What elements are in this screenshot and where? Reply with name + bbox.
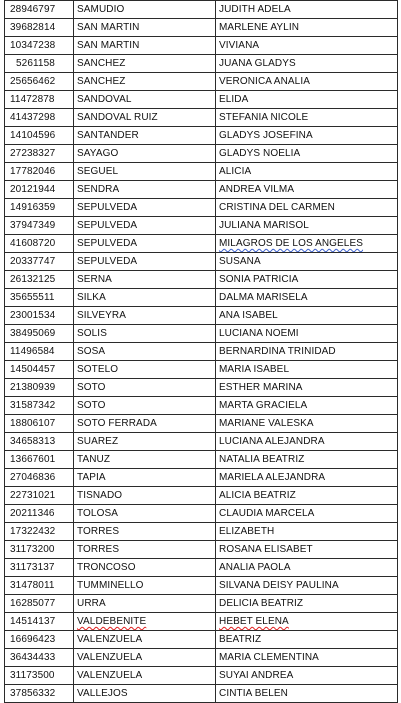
given-name-cell[interactable]: VERONICA ANALIA [216, 73, 398, 91]
dni-cell[interactable]: 11496584 [5, 343, 74, 361]
table-row [5, 343, 398, 361]
surname-cell[interactable]: SEPULVEDA [74, 235, 216, 253]
given-name-cell[interactable]: ANALIA PAOLA [216, 559, 398, 577]
dni-cell[interactable]: 14104596 [5, 127, 74, 145]
table-row [5, 1, 398, 19]
table-body [5, 1, 398, 703]
given-name-cell[interactable]: ALICIA [216, 163, 398, 181]
table-row [5, 541, 398, 559]
dni-cell[interactable]: 14504457 [5, 361, 74, 379]
table-row [5, 109, 398, 127]
dni-cell[interactable]: 31478011 [5, 577, 74, 595]
given-name-cell[interactable]: BEATRIZ [216, 631, 398, 649]
surname-cell[interactable]: URRA [74, 595, 216, 613]
dni-cell[interactable]: 22731021 [5, 487, 74, 505]
table-row [5, 433, 398, 451]
dni-cell[interactable]: 35655511 [5, 289, 74, 307]
table-row [5, 325, 398, 343]
dni-cell[interactable]: 28946797 [5, 1, 74, 19]
table-row [5, 271, 398, 289]
table-row [5, 307, 398, 325]
dni-cell[interactable]: 27238327 [5, 145, 74, 163]
given-name-cell[interactable]: ROSANA ELISABET [216, 541, 398, 559]
surname-cell[interactable]: SOTELO [74, 361, 216, 379]
surname-cell[interactable]: VALENZUELA [74, 667, 216, 685]
given-name-cell[interactable]: SUSANA [216, 253, 398, 271]
given-name-cell[interactable]: ALICIA BEATRIZ [216, 487, 398, 505]
names-table [4, 0, 398, 703]
table-row [5, 577, 398, 595]
dni-cell[interactable]: 37947349 [5, 217, 74, 235]
surname-cell[interactable]: SEPULVEDA [74, 253, 216, 271]
table-row [5, 253, 398, 271]
table-row [5, 667, 398, 685]
table-row [5, 217, 398, 235]
table-row [5, 685, 398, 703]
table-row [5, 91, 398, 109]
given-name-cell[interactable]: CLAUDIA MARCELA [216, 505, 398, 523]
table-row [5, 181, 398, 199]
spreadsheet-sheet [4, 0, 397, 703]
table-row [5, 361, 398, 379]
dni-cell[interactable]: 31173500 [5, 667, 74, 685]
dni-cell[interactable]: 16285077 [5, 595, 74, 613]
dni-cell[interactable]: 20211346 [5, 505, 74, 523]
given-name-cell[interactable]: JULIANA MARISOL [216, 217, 398, 235]
table-row [5, 199, 398, 217]
dni-cell[interactable]: 31173200 [5, 541, 74, 559]
surname-cell[interactable]: SOTO [74, 379, 216, 397]
dni-cell[interactable]: 38495069 [5, 325, 74, 343]
given-name-cell[interactable]: LUCIANA NOEMI [216, 325, 398, 343]
table-row [5, 451, 398, 469]
given-name-cell[interactable]: MARIELA ALEJANDRA [216, 469, 398, 487]
given-name-cell[interactable]: SONIA PATRICIA [216, 271, 398, 289]
dni-cell[interactable]: 10347238 [5, 37, 74, 55]
dni-cell[interactable]: 26132125 [5, 271, 74, 289]
given-name-cell[interactable]: GLADYS JOSEFINA [216, 127, 398, 145]
surname-cell[interactable]: TAPIA [74, 469, 216, 487]
dni-cell[interactable]: 14916359 [5, 199, 74, 217]
given-name-cell[interactable]: VIVIANA [216, 37, 398, 55]
table-row [5, 55, 398, 73]
dni-cell[interactable]: 31587342 [5, 397, 74, 415]
surname-cell[interactable]: SOTO FERRADA [74, 415, 216, 433]
given-name-cell[interactable]: MARLENE AYLIN [216, 19, 398, 37]
given-name-cell[interactable]: NATALIA BEATRIZ [216, 451, 398, 469]
table-row [5, 469, 398, 487]
surname-cell[interactable]: SANDOVAL RUIZ [74, 109, 216, 127]
given-name-cell[interactable]: ELIDA [216, 91, 398, 109]
given-name-cell[interactable]: MARIANE VALESKA [216, 415, 398, 433]
given-name-cell[interactable]: LUCIANA ALEJANDRA [216, 433, 398, 451]
dni-cell[interactable]: 16696423 [5, 631, 74, 649]
surname-cell[interactable]: SANCHEZ [74, 55, 216, 73]
dni-cell[interactable]: 39682814 [5, 19, 74, 37]
dni-cell[interactable]: 25656462 [5, 73, 74, 91]
dni-cell[interactable]: 21380939 [5, 379, 74, 397]
given-name-cell[interactable]: DELICIA BEATRIZ [216, 595, 398, 613]
surname-cell[interactable]: VALLEJOS [74, 685, 216, 703]
table-row [5, 145, 398, 163]
table-row [5, 37, 398, 55]
given-name-cell[interactable]: SUYAI ANDREA [216, 667, 398, 685]
surname-cell[interactable]: TUMMINELLO [74, 577, 216, 595]
dni-cell[interactable]: 17322432 [5, 523, 74, 541]
given-name-cell[interactable]: ANA ISABEL [216, 307, 398, 325]
table-row [5, 613, 398, 631]
surname-cell[interactable]: SAN MARTIN [74, 19, 216, 37]
table-row [5, 397, 398, 415]
surname-cell[interactable]: SANDOVAL [74, 91, 216, 109]
dni-cell[interactable]: 37856332 [5, 685, 74, 703]
surname-cell[interactable]: TORRES [74, 541, 216, 559]
surname-cell[interactable]: TOLOSA [74, 505, 216, 523]
surname-cell[interactable]: SUAREZ [74, 433, 216, 451]
dni-cell[interactable]: 31173137 [5, 559, 74, 577]
surname-cell[interactable]: SOLIS [74, 325, 216, 343]
given-name-cell[interactable]: JUANA GLADYS [216, 55, 398, 73]
given-name-cell[interactable]: ELIZABETH [216, 523, 398, 541]
given-name-cell[interactable]: SILVANA DEISY PAULINA [216, 577, 398, 595]
given-name-cell[interactable] [216, 613, 398, 631]
dni-cell[interactable]: 5261158 [5, 55, 74, 73]
dni-cell[interactable]: 34658313 [5, 433, 74, 451]
table-row [5, 505, 398, 523]
surname-cell[interactable]: SERNA [74, 271, 216, 289]
grammar-underlined-text: MILAGROS DE LOS ANGELES [219, 238, 364, 249]
table-row [5, 379, 398, 397]
given-name-cell[interactable]: ANDREA VILMA [216, 181, 398, 199]
table-row [5, 649, 398, 667]
surname-cell[interactable]: SANCHEZ [74, 73, 216, 91]
dni-cell[interactable]: 20121944 [5, 181, 74, 199]
surname-cell[interactable]: SAN MARTIN [74, 37, 216, 55]
surname-cell[interactable]: SANTANDER [74, 127, 216, 145]
given-name-cell[interactable]: MARIA CLEMENTINA [216, 649, 398, 667]
table-row [5, 289, 398, 307]
surname-cell[interactable]: VALENZUELA [74, 631, 216, 649]
surname-cell[interactable]: VALENZUELA [74, 649, 216, 667]
table-row [5, 163, 398, 181]
surname-cell[interactable]: SILKA [74, 289, 216, 307]
table-row [5, 631, 398, 649]
surname-cell[interactable]: TANUZ [74, 451, 216, 469]
given-name-cell[interactable]: CRISTINA DEL CARMEN [216, 199, 398, 217]
given-name-cell[interactable]: CINTIA BELEN [216, 685, 398, 703]
given-name-cell[interactable] [216, 235, 398, 253]
dni-cell[interactable]: 41437298 [5, 109, 74, 127]
surname-cell[interactable]: SENDRA [74, 181, 216, 199]
surname-cell[interactable]: SEPULVEDA [74, 199, 216, 217]
table-row [5, 595, 398, 613]
given-name-cell[interactable]: STEFANIA NICOLE [216, 109, 398, 127]
table-row [5, 73, 398, 91]
table-row [5, 235, 398, 253]
surname-cell[interactable]: SOSA [74, 343, 216, 361]
spelling-underlined-text: VALDEBENITE [77, 616, 147, 627]
dni-cell[interactable]: 14514137 [5, 613, 74, 631]
surname-cell[interactable]: SOTO [74, 397, 216, 415]
surname-cell[interactable]: SAYAGO [74, 145, 216, 163]
given-name-cell[interactable]: JUDITH ADELA [216, 1, 398, 19]
given-name-cell[interactable]: GLADYS NOELIA [216, 145, 398, 163]
surname-cell[interactable] [74, 613, 216, 631]
table-row [5, 487, 398, 505]
dni-cell[interactable]: 27046836 [5, 469, 74, 487]
table-row [5, 523, 398, 541]
surname-cell[interactable]: SEGUEL [74, 163, 216, 181]
table-row [5, 127, 398, 145]
surname-cell[interactable]: SILVEYRA [74, 307, 216, 325]
given-name-cell[interactable]: ESTHER MARINA [216, 379, 398, 397]
dni-cell[interactable]: 23001534 [5, 307, 74, 325]
given-name-cell[interactable]: MARTA GRACIELA [216, 397, 398, 415]
dni-cell[interactable]: 41608720 [5, 235, 74, 253]
surname-cell[interactable]: TRONCOSO [74, 559, 216, 577]
dni-cell[interactable]: 36434433 [5, 649, 74, 667]
table-row [5, 19, 398, 37]
given-name-cell[interactable]: DALMA MARISELA [216, 289, 398, 307]
surname-cell[interactable]: SEPULVEDA [74, 217, 216, 235]
surname-cell[interactable]: SAMUDIO [74, 1, 216, 19]
given-name-cell[interactable]: MARIA ISABEL [216, 361, 398, 379]
surname-cell[interactable]: TISNADO [74, 487, 216, 505]
dni-cell[interactable]: 11472878 [5, 91, 74, 109]
dni-cell[interactable]: 18806107 [5, 415, 74, 433]
spelling-underlined-text: HEBET ELENA [219, 616, 289, 627]
given-name-cell[interactable]: BERNARDINA TRINIDAD [216, 343, 398, 361]
dni-cell[interactable]: 17782046 [5, 163, 74, 181]
dni-cell[interactable]: 13667601 [5, 451, 74, 469]
table-row [5, 559, 398, 577]
dni-cell[interactable]: 20337747 [5, 253, 74, 271]
table-row [5, 415, 398, 433]
surname-cell[interactable]: TORRES [74, 523, 216, 541]
